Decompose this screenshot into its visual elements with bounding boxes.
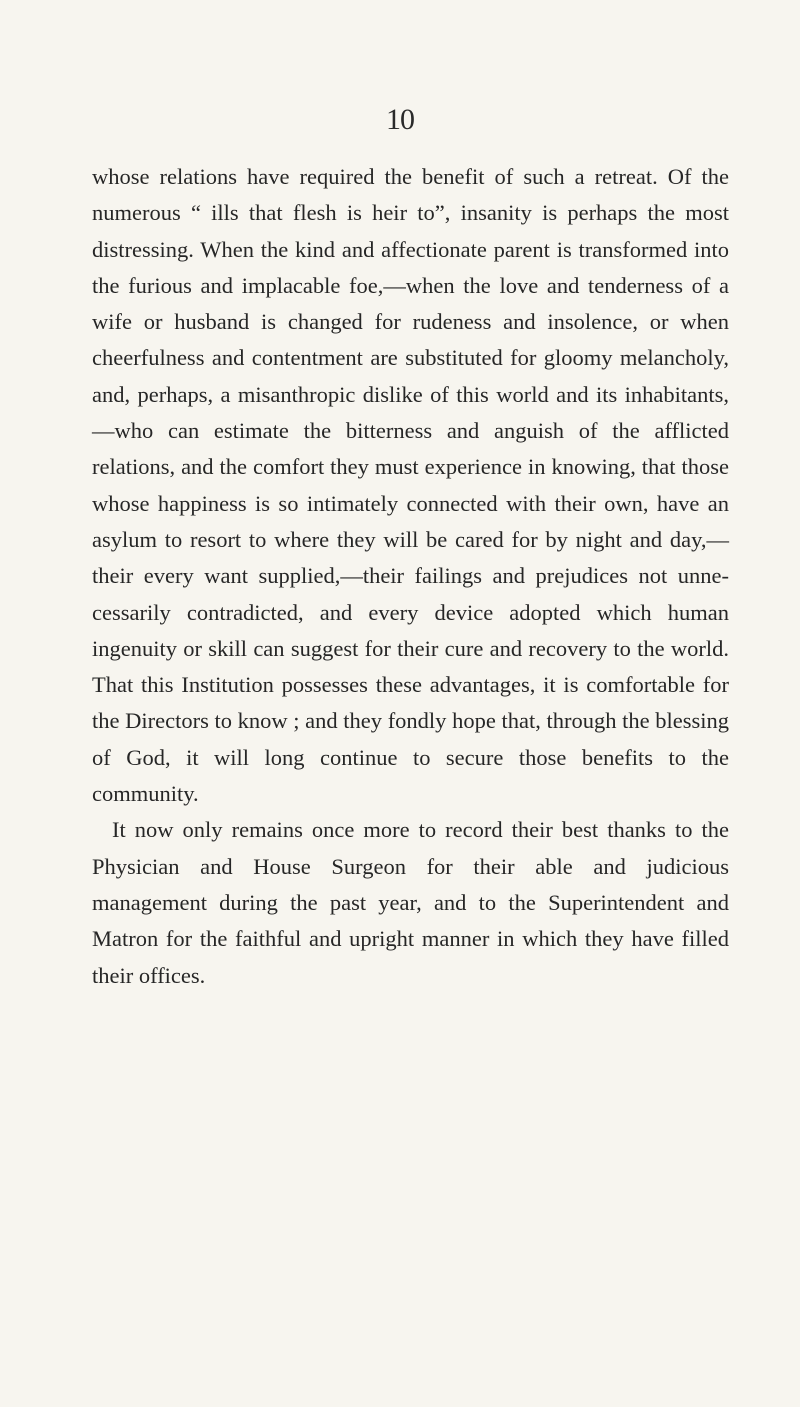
page-number: 10 bbox=[386, 103, 414, 136]
paragraph-2: It now only remains once more to record their best thanks to the Physician and House Surgeon for their able and judicious management during the past year, and to the Superintendent and Matron for the faithful and upright manner in which they have filled their offices. bbox=[92, 817, 729, 988]
body-text bbox=[92, 159, 729, 994]
paragraph-1: whose relations have required the benefit of such a retreat. Of the numerous “ ills that flesh is heir to”, insanity is perhaps the most distressing. When the kind and affectionate parent is transformed into the furious and implacable foe,—when the love and tenderness of a wife or husband is changed for rudeness and insolence, or when cheerfulness and contentment are substituted for gloomy melancholy, and, perhaps, a misanthropic dislike of this world and its inhabitants,—who can estimate the bitterness and anguish of the afflicted relations, and the comfort they must experience in knowing, that those whose happiness is so intimately connected with their own, have an asylum to resort to where they will be cared for by night and day,—their every want supplied,—their failings and prejudices not unnecessarily contradicted, and every device adopted which human ingenuity or skill can suggest for their cure and recovery to the world. That this Institution possesses these advantages, it is comfortable for the Directors to know ; and they fondly hope that, through the blessing of God, it will long continue to secure those benefits to the community. bbox=[92, 164, 729, 807]
